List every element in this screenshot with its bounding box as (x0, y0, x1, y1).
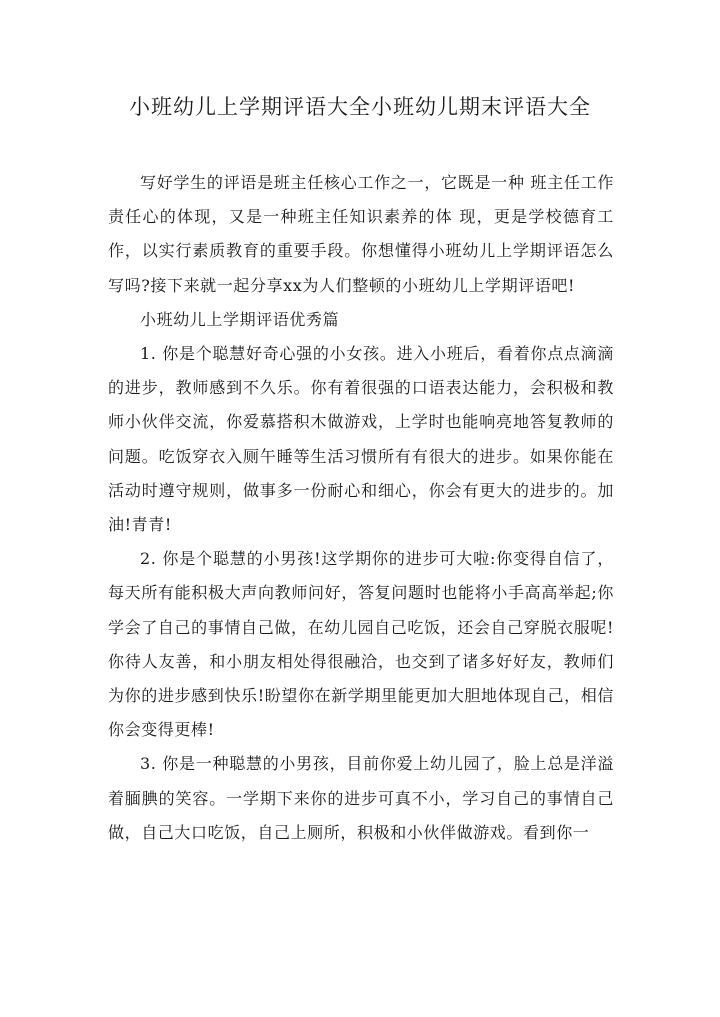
comment-paragraph-2: 2. 你是个聪慧的小男孩!这学期你的进步可大啦:你变得自信了，每天所有能积极大声向教师问好，答复问题时也能将小手高高举起;你学会了自己的事情自己做，在幼儿园自己吃饭，还会自己穿脱衣服呢!你待人友善，和小朋友相处得很融洽，也交到了诸多好好友，教师们为你的进步感到快乐!盼望你在新学期里能更加大胆地体现自己，相信你会变得更棒! (108, 549, 614, 740)
comment-paragraph-3: 3. 你是一种聪慧的小男孩，目前你爱上幼儿园了，脸上总是洋溢着腼腆的笑容。一学期下来你的进步可真不小，学习自己的事情自己做，自己大口吃饭，自己上厕所，积极和小伙伴做游戏。看到你一 (108, 754, 614, 842)
document-title: 小班幼儿上学期评语大全小班幼儿期末评语大全 (129, 95, 591, 119)
section-heading: 小班幼儿上学期评语优秀篇 (140, 309, 340, 329)
comment-paragraph-1: 1. 你是个聪慧好奇心强的小女孩。进入小班后，看着你点点滴滴的进步，教师感到不久乐。你有着很强的口语表达能力，会积极和教师小伙伴交流，你爱慕搭积木做游戏，上学时也能响亮地答复教师的问题。吃饭穿衣入厕午睡等生活习惯所有有很大的进步。如果你能在活动时遵守规则，做事多一份耐心和细心，你会有更大的进步的。加油!青青! (108, 344, 614, 535)
intro-paragraph: 写好学生的评语是班主任核心工作之一，它既是一种 班主任工作责任心的体现，又是一种班主任知识素养的体 现，更是学校德育工作，以实行素质教育的重要手段。你想懂得小班幼儿上学期评语怎么写吗?接下来就一起分享xx为人们整顿的小班幼儿上学期评语吧! (108, 173, 614, 295)
document-body (108, 166, 614, 850)
